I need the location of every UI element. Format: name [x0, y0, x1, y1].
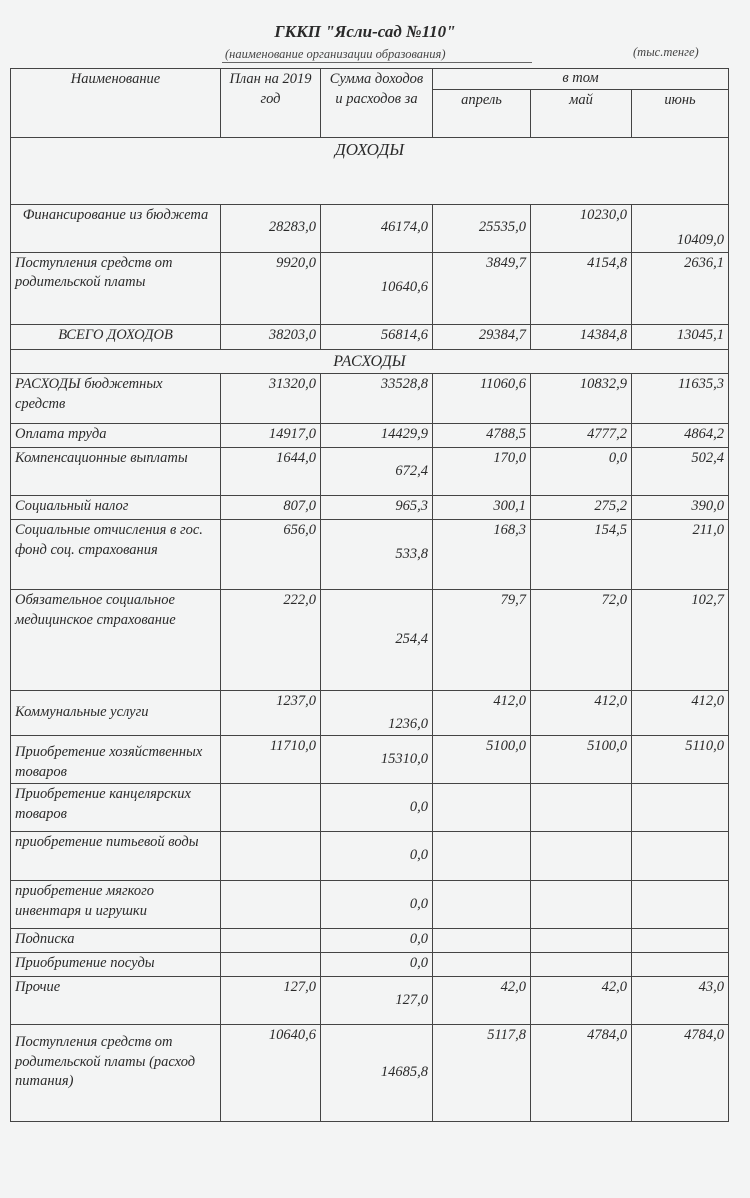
col-header-plan: План на 2019 год: [221, 69, 321, 138]
col-header-april: апрель: [433, 89, 531, 137]
row-name: Приобритение посуды: [11, 953, 221, 977]
cell-plan: 222,0: [221, 590, 321, 691]
cell-april: 5100,0: [433, 736, 531, 784]
row-name: ВСЕГО ДОХОДОВ: [11, 324, 221, 349]
table-row: [11, 448, 729, 496]
row-name: Поступления средств от родительской платы: [11, 252, 221, 324]
table-row: [11, 929, 729, 953]
table-row: [11, 424, 729, 448]
cell-sum: 0,0: [321, 929, 433, 953]
cell-april: 168,3: [433, 520, 531, 590]
cell-june: 502,4: [632, 448, 729, 496]
section-row-expenses: [11, 349, 729, 374]
row-name: Компенсационные выплаты: [11, 448, 221, 496]
cell-plan: 14917,0: [221, 424, 321, 448]
cell-may: 4777,2: [531, 424, 632, 448]
row-name: приобретение мягкого инвентаря и игрушки: [11, 881, 221, 929]
cell-sum: 10640,6: [321, 252, 433, 324]
cell-plan: 31320,0: [221, 374, 321, 424]
cell-april: 79,7: [433, 590, 531, 691]
cell-plan: [221, 929, 321, 953]
col-header-may: май: [531, 89, 632, 137]
cell-plan: 656,0: [221, 520, 321, 590]
cell-sum: 0,0: [321, 881, 433, 929]
cell-plan: 1237,0: [221, 691, 321, 736]
currency-unit: (тыс.тенге): [633, 45, 699, 59]
row-name: Оплата труда: [11, 424, 221, 448]
cell-april: [433, 832, 531, 881]
cell-plan: 807,0: [221, 496, 321, 520]
cell-june: 2636,1: [632, 252, 729, 324]
row-name: Поступления средств от родительской платы (расход питания): [11, 1025, 221, 1122]
organization-title: ГККП "Ясли-сад №110": [274, 22, 456, 41]
cell-may: 5100,0: [531, 736, 632, 784]
row-name: РАСХОДЫ бюджетных средств: [11, 374, 221, 424]
section-row-income: [11, 137, 729, 204]
cell-sum: 15310,0: [321, 736, 433, 784]
table-row: [11, 736, 729, 784]
cell-plan: [221, 784, 321, 832]
row-name: Прочие: [11, 977, 221, 1025]
cell-june: 13045,1: [632, 324, 729, 349]
cell-june: [632, 881, 729, 929]
table-row: [11, 374, 729, 424]
cell-june: [632, 953, 729, 977]
title-underline: [222, 62, 532, 63]
cell-may: 42,0: [531, 977, 632, 1025]
cell-june: 4864,2: [632, 424, 729, 448]
cell-plan: [221, 953, 321, 977]
cell-june: 211,0: [632, 520, 729, 590]
cell-may: [531, 953, 632, 977]
cell-may: 275,2: [531, 496, 632, 520]
cell-april: 5117,8: [433, 1025, 531, 1122]
cell-april: 42,0: [433, 977, 531, 1025]
section-title-income: ДОХОДЫ: [11, 137, 729, 204]
cell-june: 11635,3: [632, 374, 729, 424]
table-row: [11, 204, 729, 252]
cell-april: 11060,6: [433, 374, 531, 424]
cell-plan: 10640,6: [221, 1025, 321, 1122]
row-name: Обязательное социальное медицинское страхование: [11, 590, 221, 691]
table-row: [11, 832, 729, 881]
row-name: Социальный налог: [11, 496, 221, 520]
cell-april: 4788,5: [433, 424, 531, 448]
row-name: Социальные отчисления в гос. фонд соц. страхования: [11, 520, 221, 590]
col-header-sum: Сумма доходов и расходов за: [321, 69, 433, 138]
cell-april: 170,0: [433, 448, 531, 496]
table-row-total-income: [11, 324, 729, 349]
cell-april: [433, 784, 531, 832]
cell-sum: 254,4: [321, 590, 433, 691]
cell-april: 412,0: [433, 691, 531, 736]
cell-sum: 0,0: [321, 784, 433, 832]
table-row: [11, 1025, 729, 1122]
cell-sum: 0,0: [321, 953, 433, 977]
cell-may: [531, 881, 632, 929]
cell-april: [433, 929, 531, 953]
header-row: [11, 69, 729, 90]
table-row: [11, 520, 729, 590]
cell-sum: 533,8: [321, 520, 433, 590]
cell-sum: 672,4: [321, 448, 433, 496]
cell-may: 10832,9: [531, 374, 632, 424]
cell-may: 4154,8: [531, 252, 632, 324]
cell-plan: [221, 832, 321, 881]
cell-sum: 56814,6: [321, 324, 433, 349]
cell-may: 412,0: [531, 691, 632, 736]
cell-plan: 28283,0: [221, 204, 321, 252]
table-row: [11, 881, 729, 929]
col-header-name: Наименование: [11, 69, 221, 138]
organization-caption: (наименование организации образования): [225, 47, 446, 61]
cell-june: 390,0: [632, 496, 729, 520]
cell-may: 0,0: [531, 448, 632, 496]
cell-plan: 9920,0: [221, 252, 321, 324]
cell-plan: 127,0: [221, 977, 321, 1025]
cell-sum: 965,3: [321, 496, 433, 520]
cell-june: [632, 929, 729, 953]
col-header-including: в том: [433, 69, 729, 90]
table-row: [11, 590, 729, 691]
cell-sum: 14685,8: [321, 1025, 433, 1122]
cell-april: 3849,7: [433, 252, 531, 324]
row-name: Приобретение хозяйственных товаров: [11, 736, 221, 784]
cell-april: 25535,0: [433, 204, 531, 252]
cell-june: 5110,0: [632, 736, 729, 784]
col-header-june: июнь: [632, 89, 729, 137]
cell-may: [531, 784, 632, 832]
table-row: [11, 977, 729, 1025]
table-row: [11, 252, 729, 324]
cell-june: [632, 784, 729, 832]
table-row: [11, 496, 729, 520]
budget-table: [10, 68, 729, 1122]
cell-may: 72,0: [531, 590, 632, 691]
cell-plan: 38203,0: [221, 324, 321, 349]
cell-plan: [221, 881, 321, 929]
cell-april: 29384,7: [433, 324, 531, 349]
cell-may: 4784,0: [531, 1025, 632, 1122]
cell-may: 14384,8: [531, 324, 632, 349]
cell-plan: 1644,0: [221, 448, 321, 496]
cell-sum: 14429,9: [321, 424, 433, 448]
cell-plan: 11710,0: [221, 736, 321, 784]
cell-may: 154,5: [531, 520, 632, 590]
table-row: [11, 784, 729, 832]
table-row: [11, 953, 729, 977]
cell-april: 300,1: [433, 496, 531, 520]
cell-sum: 127,0: [321, 977, 433, 1025]
cell-june: 102,7: [632, 590, 729, 691]
row-name: Коммунальные услуги: [11, 691, 221, 736]
row-name: приобретение питьевой воды: [11, 832, 221, 881]
cell-sum: 46174,0: [321, 204, 433, 252]
cell-sum: 0,0: [321, 832, 433, 881]
cell-may: [531, 832, 632, 881]
cell-sum: 33528,8: [321, 374, 433, 424]
cell-april: [433, 953, 531, 977]
cell-april: [433, 881, 531, 929]
cell-may: 10230,0: [531, 204, 632, 252]
row-name: Подписка: [11, 929, 221, 953]
table-row: [11, 691, 729, 736]
cell-june: 43,0: [632, 977, 729, 1025]
cell-sum: 1236,0: [321, 691, 433, 736]
cell-june: 10409,0: [632, 204, 729, 252]
cell-june: [632, 832, 729, 881]
cell-june: 412,0: [632, 691, 729, 736]
row-name: Финансирование из бюджета: [11, 204, 221, 252]
row-name: Приобретение канцелярских товаров: [11, 784, 221, 832]
cell-may: [531, 929, 632, 953]
cell-june: 4784,0: [632, 1025, 729, 1122]
section-title-expenses: РАСХОДЫ: [11, 349, 729, 374]
